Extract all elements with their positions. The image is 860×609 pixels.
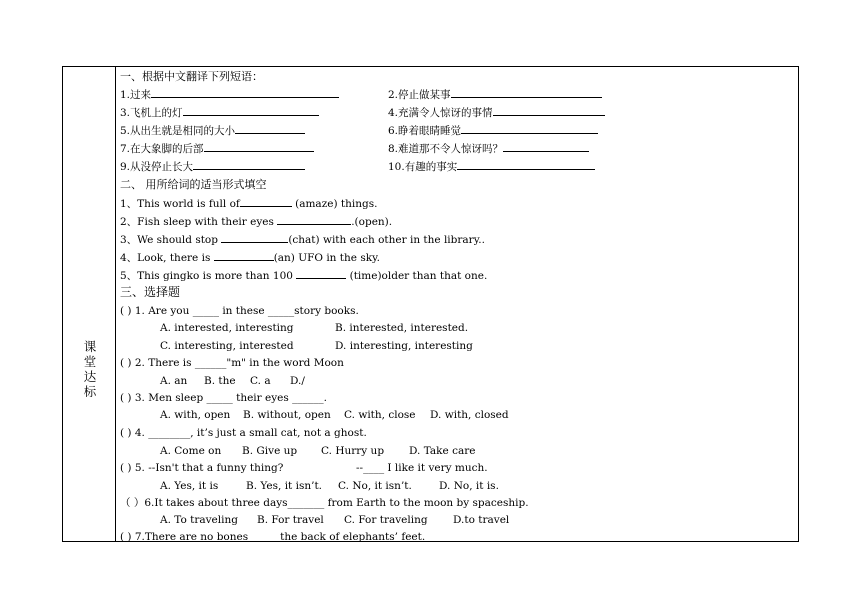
- side-label: 课 堂 达 标: [83, 339, 97, 399]
- q2-option-d: D./: [290, 375, 305, 387]
- q1-option-a: A. interested, interesting: [160, 322, 294, 334]
- q1-option-d: D. interesting, interesting: [335, 340, 473, 352]
- q6-option-b: B. For travel: [257, 514, 324, 526]
- phrase-10: 10.有趣的事实: [388, 160, 595, 174]
- fill-5: 5、This gingko is more than 100 (time)older than that one.: [120, 270, 488, 282]
- fill-3: 3、We should stop (chat) with each other in the library..: [120, 234, 485, 246]
- q1-option-b: B. interested, interested.: [335, 322, 469, 334]
- q6-option-a: A. To traveling: [160, 514, 238, 526]
- q2-option-c: C. a: [250, 375, 271, 387]
- fill-4: 4、Look, there is (an) UFO in the sky.: [120, 252, 380, 264]
- q4-option-d: D. Take care: [409, 445, 476, 457]
- phrase-9: 9.从没停止长大: [120, 160, 305, 174]
- q5-option-a: A. Yes, it is: [160, 480, 219, 492]
- question-1: ( ) 1. Are you _____ in these _____story books.: [120, 305, 359, 317]
- section3-heading: 三、选择题: [120, 285, 181, 299]
- q5-option-c: C. No, it isn’t.: [338, 480, 412, 492]
- phrase-6: 6.睁着眼睛睡觉: [388, 124, 598, 138]
- q1-option-c: C. interesting, interested: [160, 340, 294, 352]
- question-2: ( ) 2. There is ______"m" in the word Moon: [120, 357, 344, 369]
- exercise-table: [62, 66, 799, 542]
- phrase-4: 4.充满令人惊讶的事情: [388, 106, 605, 120]
- q4-option-a: A. Come on: [160, 445, 222, 457]
- q4-option-c: C. Hurry up: [321, 445, 385, 457]
- fill-2: 2、Fish sleep with their eyes .(open).: [120, 216, 393, 228]
- content-cell: [120, 67, 794, 541]
- question-6: （ ）6.It takes about three days_______ from Earth to the moon by spaceship.: [120, 497, 529, 509]
- q6-option-d: D.to travel: [453, 514, 510, 526]
- question-5-reply: --____ I like it very much.: [356, 462, 488, 474]
- q5-option-b: B. Yes, it isn’t.: [246, 480, 323, 492]
- phrase-2: 2.停止做某事: [388, 88, 602, 102]
- question-3: ( ) 3. Men sleep _____ their eyes ______.: [120, 392, 327, 404]
- phrase-3: 3.飞机上的灯: [120, 106, 319, 120]
- section2-heading: 二、 用所给词的适当形式填空: [120, 178, 267, 191]
- q2-option-b: B. the: [204, 375, 236, 387]
- q3-option-a: A. with, open: [160, 409, 231, 421]
- q3-option-d: D. with, closed: [430, 409, 509, 421]
- phrase-5: 5.从出生就是相同的大小: [120, 124, 305, 138]
- section1-heading: 一、根据中文翻译下列短语：: [120, 70, 263, 83]
- phrase-7: 7.在大象脚的后部: [120, 142, 314, 156]
- fill-1: 1、This world is full of (amaze) things.: [120, 198, 378, 210]
- question-5: ( ) 5. --Isn't that a funny thing?: [120, 462, 284, 474]
- phrase-1: 1.过来: [120, 88, 339, 102]
- question-4: ( ) 4. ________, it’s just a small cat, not a ghost.: [120, 427, 367, 439]
- q3-option-b: B. without, open: [243, 409, 331, 421]
- label-cell: [63, 67, 116, 541]
- phrase-8: 8.难道那不令人惊讶吗？: [388, 142, 589, 156]
- q6-option-c: C. For traveling: [344, 514, 428, 526]
- q2-option-a: A. an: [160, 375, 188, 387]
- question-7: ( ) 7.There are no bones the back of elephants’ feet.: [120, 531, 426, 543]
- q4-option-b: B. Give up: [242, 445, 298, 457]
- q5-option-d: D. No, it is.: [439, 480, 499, 492]
- q3-option-c: C. with, close: [344, 409, 416, 421]
